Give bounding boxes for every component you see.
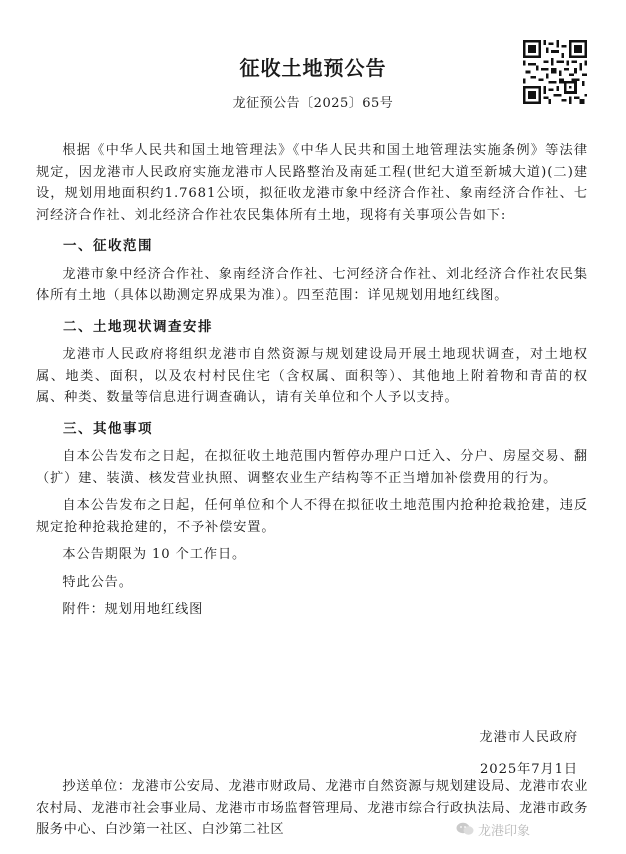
notice-body (36, 140, 588, 621)
intro-paragraph: 根据《中华人民共和国土地管理法》《中华人民共和国土地管理法实施条例》等法律规定，因龙港市人民政府实施龙港市人民路整治及南延工程(世纪大道至新城大道)(二)建设，规划用地面积约1.7681公顷，拟征收龙港市象中经济合作社、象南经济合作社、七河经济合作社、刘北经济合作社农民集体所有土地，现将有关事项公告如下: (36, 143, 588, 223)
attachment-line: 附件：规划用地红线图 (62, 602, 204, 617)
section-heading: 二、土地现状调查安排 (63, 318, 213, 335)
cc-units: 抄送单位：龙港市公安局、龙港市财政局、龙港市自然资源与规划建设局、龙港市农业农村局、龙港市社会事业局、龙港市市场监督管理局、龙港市综合行政执法局、龙港市政务服务中心、白沙第一社区、白沙第二社区 (36, 779, 588, 837)
section-paragraph: 龙港市人民政府将组织龙港市自然资源与规划建设局开展土地现状调查，对土地权属、地类、面积，以及农村村民住宅（含权属、面积等）、其他地上附着物和青苗的权属、种类、数量等信息进行调查确认，请有关单位和个人予以支持。 (36, 347, 588, 405)
section-paragraph: 自本公告发布之日起，任何单位和个人不得在拟征收土地范围内抢种抢栽抢建，违反规定抢种抢栽抢建的，不予补偿安置。 (36, 498, 588, 535)
watermark-text: 龙港印象 (478, 823, 531, 839)
section-paragraph: 龙港市象中经济合作社、象南经济合作社、七河经济合作社、刘北经济合作社农民集体所有土地（具体以勘测定界成果为准）。四至范围：详见规划用地红线图。 (36, 266, 588, 303)
closing-line: 特此公告。 (62, 574, 133, 590)
issuer-name: 龙港市人民政府 (479, 730, 578, 745)
issue-date: 2025年7月1日 (479, 762, 578, 777)
section-paragraph: 自本公告发布之日起，在拟征收土地范围内暂停办理户口迁入、分户、房屋交易、翻（扩）建、装潢、核发营业执照、调整农业生产结构等不正当增加补偿费用的行为。 (36, 449, 588, 486)
watermark (456, 818, 530, 840)
wechat-logo-icon (456, 822, 474, 836)
section-heading: 一、征收范围 (63, 238, 153, 254)
section-heading: 三、其他事项 (63, 420, 153, 437)
deadline-line: 本公告期限为 10 个工作日。 (62, 547, 247, 562)
page-title: 征收土地预公告 (239, 56, 387, 80)
document-number: 龙征预公告〔2025〕65号 (232, 96, 394, 111)
